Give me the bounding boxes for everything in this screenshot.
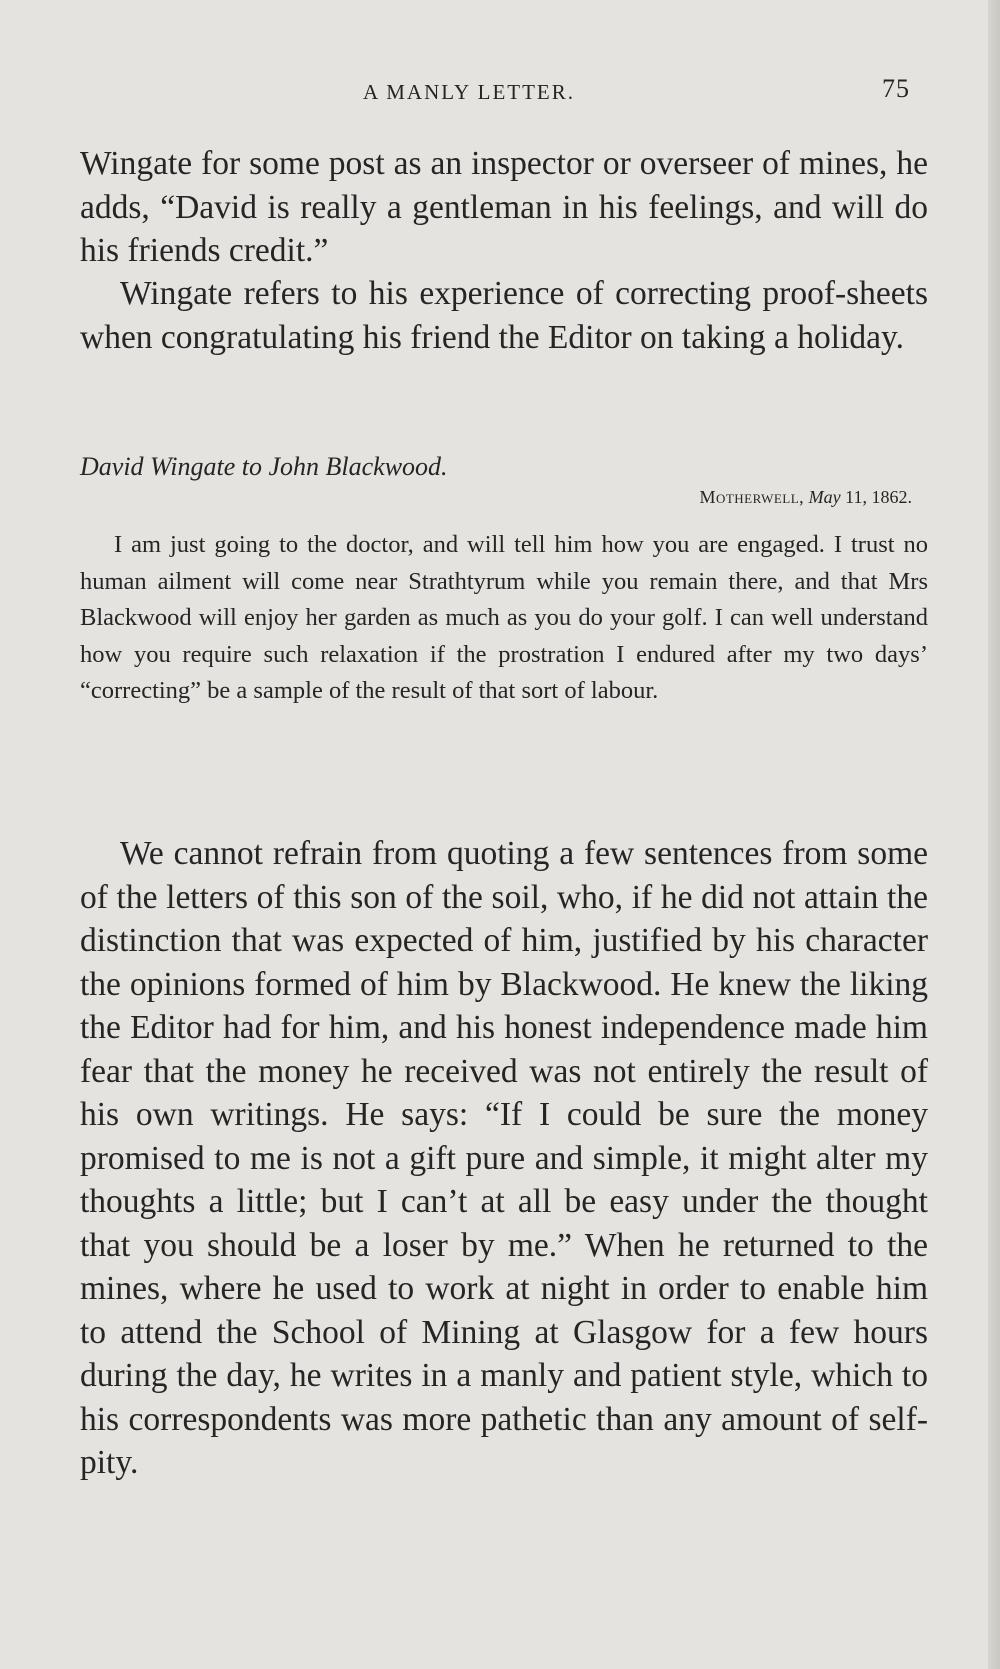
paragraph-continuation: Wingate for some post as an inspector or overseer of mines, he adds, “David is really a gentleman in his feelings, and will do his friends credit.” — [80, 145, 928, 269]
letter-body: I am just going to the doctor, and will tell him how you are engaged. I trust no human ailment will come near Strathtyrum while you remain there, and that Mrs Blackwood will enjoy her garden as much as you do your golf. I can well understand how you require such relaxation if the prostration I endured after my two days’ “correcting” be a sample of the result of that sort of labour. — [80, 531, 928, 704]
paragraph-proof-sheets: Wingate refers to his experience of correcting proof-sheets when congratulating his friend the Editor on taking a holiday. — [80, 275, 928, 356]
running-head-title: A MANLY LETTER. — [363, 80, 576, 104]
running-head — [0, 74, 1000, 114]
letter-dateline — [699, 487, 912, 508]
letter-day-year: 11, 1862. — [845, 487, 912, 507]
paragraph-son-of-soil: We cannot refrain from quoting a few sentences from some of the letters of this son of the soil, who, if he did not attain the distinction that was expected of him, justified by his character the opinions formed of him by Blackwood. He knew the liking the Editor had for him, and his honest independence made him fear that the money he received was not entirely the result of his own writings. He says: “If I could be sure the money promised to me is not a gift pure and simple, it might alter my thoughts a little; but I can’t at all be easy under the thought that you should be a loser by me.” When he returned to the mines, where he used to work at night in order to enable him to attend the School of Mining at Glasgow for a few hours during the day, he writes in a manly and patient style, which to his correspondents was more pathetic than any amount of self-pity. — [80, 835, 928, 1481]
page-number: 75 — [882, 74, 910, 103]
letter-heading: David Wingate to John Blackwood. — [80, 452, 448, 481]
letter-place: Motherwell, — [699, 487, 805, 507]
page-edge-shadow — [988, 0, 1000, 1669]
letter-month: May — [808, 487, 841, 507]
